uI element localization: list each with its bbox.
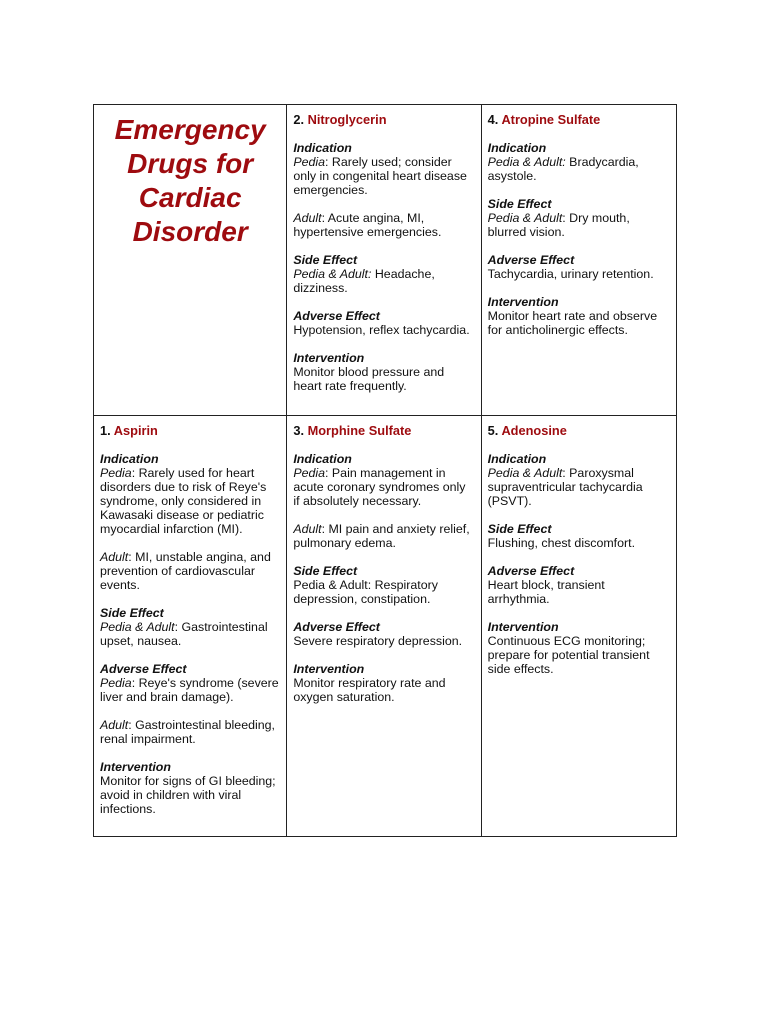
section-text bbox=[100, 466, 280, 536]
drug-name: Aspirin bbox=[113, 423, 158, 438]
section-text bbox=[100, 774, 280, 816]
population-label: Pedia & Adult: bbox=[487, 155, 566, 169]
drug-section bbox=[100, 452, 280, 592]
detail-text: Heart block, transient arrhythmia. bbox=[487, 578, 605, 606]
population-label: Adult bbox=[293, 522, 322, 536]
detail-text: Bradycardia, asystole. bbox=[487, 155, 639, 183]
detail-text: : Rarely used; consider only in congenital heart disease emergencies. bbox=[293, 155, 467, 197]
section-title: Adverse Effect bbox=[100, 662, 187, 676]
drug-heading bbox=[293, 424, 474, 438]
drug-section bbox=[293, 620, 474, 648]
section-title: Adverse Effect bbox=[487, 253, 575, 267]
section-text bbox=[293, 466, 474, 508]
section-title: Adverse Effect bbox=[293, 620, 380, 634]
drug-section bbox=[293, 564, 474, 606]
population-label: Pedia & Adult bbox=[100, 620, 175, 634]
drug-section bbox=[488, 295, 670, 337]
section-text bbox=[100, 550, 280, 592]
detail-text: : Gastrointestinal bleeding, renal impairment. bbox=[100, 718, 275, 746]
drug-section bbox=[293, 309, 474, 337]
drug-section bbox=[100, 760, 280, 816]
population-label: Pedia bbox=[100, 466, 132, 480]
section-text bbox=[488, 634, 670, 676]
section-text bbox=[488, 536, 670, 550]
detail-text: Pedia & Adult: Respiratory depression, constipation. bbox=[293, 578, 438, 606]
population-label: Pedia bbox=[293, 466, 326, 480]
detail-text: Tachycardia, urinary retention. bbox=[487, 267, 654, 281]
drug-section bbox=[293, 351, 474, 393]
section-text bbox=[488, 578, 670, 606]
detail-text: : Acute angina, MI, hypertensive emergencies. bbox=[293, 211, 442, 239]
population-label: Pedia bbox=[100, 676, 132, 690]
section-text bbox=[293, 365, 474, 393]
section-title: Indication bbox=[100, 452, 159, 466]
drug-number: 4. bbox=[487, 112, 499, 127]
section-text bbox=[293, 578, 474, 606]
section-title: Intervention bbox=[293, 662, 365, 676]
detail-text: Hypotension, reflex tachycardia. bbox=[293, 323, 470, 337]
drug-section bbox=[100, 606, 280, 648]
detail-text: Continuous ECG monitoring; prepare for potential transient side effects. bbox=[487, 634, 650, 676]
section-text bbox=[293, 676, 474, 704]
section-text bbox=[100, 718, 280, 746]
drug-heading bbox=[488, 113, 670, 127]
detail-text: : Pain management in acute coronary syndromes only if absolutely necessary. bbox=[293, 466, 466, 508]
section-title: Side Effect bbox=[487, 197, 552, 211]
drug-section bbox=[488, 452, 670, 508]
detail-text: Monitor respiratory rate and oxygen saturation. bbox=[293, 676, 446, 704]
population-label: Pedia & Adult bbox=[487, 211, 563, 225]
detail-text: : Rarely used for heart disorders due to risk of Reye's syndrome, only considered in Kawasaki disease or pediatric myocardial infarction (MI). bbox=[100, 466, 267, 536]
detail-text: : Gastrointestinal upset, nausea. bbox=[100, 620, 268, 648]
drug-number: 2. bbox=[293, 112, 305, 127]
population-label: Adult bbox=[100, 550, 129, 564]
drug-section bbox=[293, 253, 474, 295]
drug-section bbox=[100, 662, 280, 746]
drug-section bbox=[293, 141, 474, 239]
table-row bbox=[94, 105, 677, 416]
table-row bbox=[94, 416, 677, 837]
detail-text: : Reye's syndrome (severe liver and brain damage). bbox=[100, 676, 279, 704]
section-text bbox=[488, 211, 670, 239]
drug-section bbox=[488, 620, 670, 676]
section-title: Indication bbox=[293, 452, 352, 466]
section-text bbox=[488, 466, 670, 508]
detail-text: Monitor for signs of GI bleeding; avoid in children with viral infections. bbox=[100, 774, 276, 816]
drug-name: Morphine Sulfate bbox=[307, 423, 412, 438]
section-title: Indication bbox=[487, 141, 547, 155]
drug-number: 3. bbox=[293, 423, 305, 438]
drug-name: Adenosine bbox=[501, 423, 567, 438]
section-text bbox=[293, 211, 474, 239]
detail-text: : Paroxysmal supraventricular tachycardia (PSVT). bbox=[487, 466, 643, 508]
section-text bbox=[293, 522, 474, 550]
detail-text: Severe respiratory depression. bbox=[293, 634, 463, 648]
title-cell bbox=[94, 105, 287, 416]
detail-text: Monitor blood pressure and heart rate frequently. bbox=[293, 365, 445, 393]
population-label: Pedia & Adult: bbox=[293, 267, 372, 281]
drug-number: 5. bbox=[487, 423, 499, 438]
drug-heading bbox=[488, 424, 670, 438]
section-text bbox=[293, 323, 474, 337]
drug-heading bbox=[100, 424, 280, 438]
drug-section bbox=[488, 564, 670, 606]
section-text bbox=[293, 634, 474, 648]
section-title: Side Effect bbox=[293, 253, 358, 267]
page-title: Emergency Drugs for Cardiac Disorder bbox=[114, 114, 266, 247]
drug-cell-aspirin bbox=[94, 416, 287, 837]
detail-text: Headache, dizziness. bbox=[293, 267, 435, 295]
drug-cell-morphine-sulfate bbox=[287, 416, 481, 837]
drug-heading bbox=[293, 113, 474, 127]
population-label: Adult bbox=[100, 718, 129, 732]
drug-cell-atropine-sulfate bbox=[481, 105, 676, 416]
detail-text: Flushing, chest discomfort. bbox=[487, 536, 636, 550]
section-title: Intervention bbox=[293, 351, 365, 365]
detail-text: Monitor heart rate and observe for anticholinergic effects. bbox=[487, 309, 658, 337]
section-title: Indication bbox=[487, 452, 547, 466]
section-text bbox=[488, 155, 670, 183]
section-text bbox=[100, 676, 280, 704]
detail-text: : Dry mouth, blurred vision. bbox=[487, 211, 630, 239]
detail-text: : MI pain and anxiety relief, pulmonary edema. bbox=[293, 522, 470, 550]
drug-cell-adenosine bbox=[481, 416, 676, 837]
section-text bbox=[293, 155, 474, 197]
section-title: Side Effect bbox=[100, 606, 164, 620]
section-text bbox=[293, 267, 474, 295]
drug-section bbox=[488, 141, 670, 183]
drug-section bbox=[293, 452, 474, 550]
section-title: Side Effect bbox=[487, 522, 552, 536]
population-label: Adult bbox=[293, 211, 322, 225]
detail-text: : MI, unstable angina, and prevention of cardiovascular events. bbox=[100, 550, 271, 592]
section-text bbox=[488, 309, 670, 337]
section-title: Adverse Effect bbox=[487, 564, 575, 578]
section-title: Side Effect bbox=[293, 564, 358, 578]
section-title: Intervention bbox=[487, 295, 559, 309]
drug-number: 1. bbox=[100, 423, 111, 438]
section-title: Adverse Effect bbox=[293, 309, 380, 323]
population-label: Pedia & Adult bbox=[487, 466, 563, 480]
section-text bbox=[488, 267, 670, 281]
section-title: Intervention bbox=[100, 760, 171, 774]
drug-section bbox=[488, 522, 670, 550]
drug-section bbox=[488, 253, 670, 281]
drug-name: Nitroglycerin bbox=[307, 112, 387, 127]
drug-table bbox=[93, 104, 677, 837]
section-text bbox=[100, 620, 280, 648]
drug-cell-nitroglycerin bbox=[287, 105, 481, 416]
section-title: Indication bbox=[293, 141, 352, 155]
drug-section bbox=[293, 662, 474, 704]
population-label: Pedia bbox=[293, 155, 326, 169]
section-title: Intervention bbox=[487, 620, 559, 634]
drug-name: Atropine Sulfate bbox=[501, 112, 601, 127]
drug-section bbox=[488, 197, 670, 239]
